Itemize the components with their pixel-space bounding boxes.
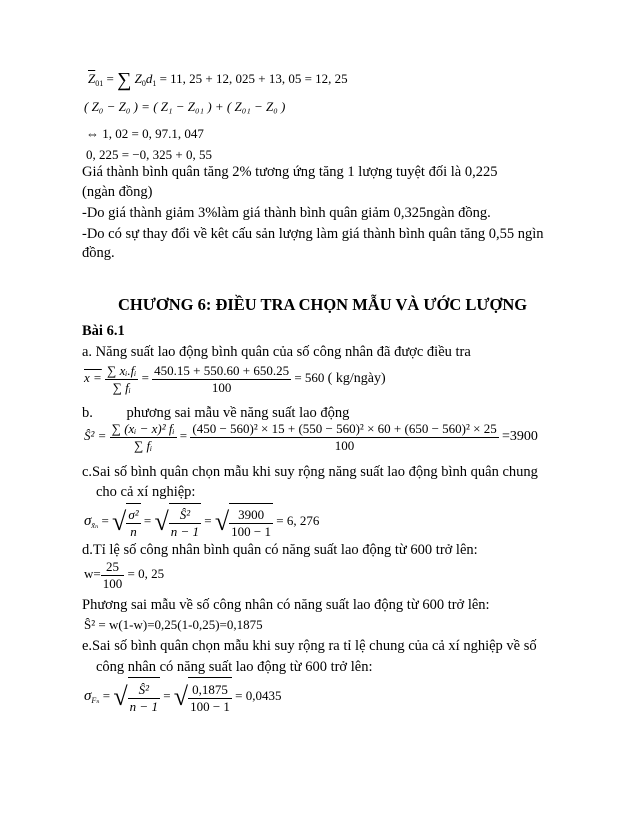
part-c-sigma-sub: x̄ₙ xyxy=(91,521,99,530)
part-e-root-1: √ $\frac{\text{Ŝ²}}{n - 1}$ xyxy=(113,676,160,718)
paragraph-price-decrease: -Do giá thành giảm 3%làm giá thành bình quân giảm 0,325ngàn đồng. xyxy=(82,205,491,221)
part-e-r2-den: 100 − 1 xyxy=(190,699,230,715)
paragraph-structure-line2: đồng. xyxy=(82,245,115,261)
eq1-d-sub: 1 xyxy=(152,79,157,88)
eq1-sum-term-sub: 0 xyxy=(141,79,146,88)
eq1-d: d xyxy=(145,71,153,86)
part-c-root-1: √ $\frac{\text{σ²}}{n}$ xyxy=(112,502,141,542)
part-d-den: 100 xyxy=(102,575,123,591)
part-a-fraction xyxy=(105,363,138,396)
part-e-result: = 0,0435 xyxy=(235,688,282,703)
part-c-sigma: σ xyxy=(84,513,92,529)
part-a-formula: x = $\frac{\text{∑ xᵢ.fᵢ}}{\text{∑ fᵢ}}$ = $\frac{450.15 + 550.60 + 650.25}{100}$ = 560 ( kg/ngày) xyxy=(84,362,386,395)
part-a-result: = 560 xyxy=(294,370,325,385)
part-a-calc-den: 100 xyxy=(211,379,232,395)
part-b-calc-den: 100 xyxy=(334,437,355,453)
part-d-text: d.Tỉ lệ số công nhân bình quân có năng suất lao động từ 600 trở lên: xyxy=(82,542,478,558)
part-c-r3-num: 3900 xyxy=(229,507,273,524)
eq1-rhs: = 11, 25 + 12, 025 + 13, 05 = 12, 25 xyxy=(159,71,348,86)
part-e-formula: $\sigma_{F_n}$ = √ $\frac{\text{Ŝ²}}{n - 1}$ = √ $\frac{0,1875}{100 - 1}$ = 0,0435 xyxy=(84,676,282,721)
part-b-result: =3900 xyxy=(501,429,538,444)
part-e-r2-num: 0,1875 xyxy=(188,682,232,699)
part-b-frac-den: ∑ fᵢ xyxy=(134,437,153,453)
equation-decomposition: ( Z₀ − Z₀ ) = ( Z₁ − Z₀₁ ) + ( Z₀₁ − Z₀ ) xyxy=(84,99,286,114)
part-b-lhs: Ŝ² = xyxy=(84,428,107,443)
part-e-r1-num: Ŝ² xyxy=(128,682,160,699)
part-e-root-2: √ $\frac{0,1875}{100 - 1}$ xyxy=(174,676,232,718)
part-c-root-3: √ $\frac{3900}{100 - 1}$ xyxy=(215,502,273,542)
part-e-sigma-sub: Fₙ xyxy=(91,696,100,705)
part-d-num: 25 xyxy=(101,559,125,576)
part-e-text-line1: e.Sai số bình quân chọn mẫu khi suy rộng ra tỉ lệ chung của cả xí nghiệp về số xyxy=(82,638,537,654)
part-a-frac-den: ∑ fᵢ xyxy=(112,379,131,395)
exercise-title: Bài 6.1 xyxy=(82,323,125,339)
part-c-r1-num: σ² xyxy=(128,507,139,523)
part-b-description: phương sai mẫu về năng suất lao động xyxy=(126,405,350,421)
part-d-lhs: w= xyxy=(84,566,101,581)
part-d-formula xyxy=(84,558,164,592)
paragraph-avg-cost-line2: (ngàn đồng) xyxy=(82,184,153,200)
paragraph-structure-line1: -Do có sự thay đổi về kêt cấu sản lượng làm giá thành bình quân tăng 0,55 ngìn xyxy=(82,226,544,242)
part-c-root-2: √ $\frac{\text{Ŝ²}}{n - 1}$ xyxy=(154,502,201,542)
eq1-lhs: $\overline{Z}$ xyxy=(88,71,96,86)
part-b-calc-fraction xyxy=(190,421,498,454)
part-d-variance-text: Phương sai mẫu về số công nhân có năng suất lao động từ 600 trở lên: xyxy=(82,597,490,613)
part-d-variance-eq: Ŝ² = w(1-w)=0,25(1-0,25)=0,1875 xyxy=(84,617,263,632)
part-e-text-line2: công nhân có năng suất lao động từ 600 trở lên: xyxy=(96,659,373,675)
equation-absolute: 0, 225 = −0, 325 + 0, 55 xyxy=(86,147,212,162)
part-e-sigma: σ xyxy=(84,688,92,704)
part-c-result: = 6, 276 xyxy=(276,513,320,528)
part-b-fraction xyxy=(110,421,177,454)
equation-index: ⇔ 1, 02 = 0, 97.1, 047 xyxy=(86,126,204,141)
part-c-r3-den: 100 − 1 xyxy=(231,524,272,540)
part-a-text: a. Năng suất lao động bình quân của số công nhân đã được điều tra xyxy=(82,344,471,360)
paragraph-avg-cost-line1: Giá thành bình quân tăng 2% tương ứng tăng 1 lượng tuyệt đối là 0,225 xyxy=(82,164,498,180)
part-d-result: = 0, 25 xyxy=(127,566,165,581)
part-a-unit: ( kg/ngày) xyxy=(327,371,386,386)
part-b-calc-num: (450 − 560)² × 15 + (550 − 560)² × 60 + (650 − 560)² × 25 xyxy=(192,420,497,436)
equation-z01: $\overline{Z}_{01}$ = ∑ $Z_0d_1 = 11$, 25 + 12, 025 + 13, 05 = 12, 25 xyxy=(88,69,348,91)
eq1-sum-term: Z xyxy=(134,71,142,86)
part-b-formula: Ŝ² = $\frac{\text{∑ (xᵢ − x)² fᵢ}}{\text{∑ fᵢ}}$ = $\frac{\text{(450 − 560)² × 15 + (550 − 560)² × 60 + (650 − 560)² × 25}}{100}$ =3900 xyxy=(84,420,538,453)
part-e-r1-den: n − 1 xyxy=(129,699,158,715)
part-c-r2-den: n − 1 xyxy=(170,524,200,540)
part-c-text-line2: cho cả xí nghiệp: xyxy=(96,484,196,500)
part-b-label: b. xyxy=(82,405,93,421)
chapter-title: CHƯƠNG 6: ĐIỀU TRA CHỌN MẪU VÀ ƯỚC LƯỢNG xyxy=(118,295,528,314)
part-a-lhs: x = xyxy=(84,370,102,385)
part-c-text-line1: c.Sai số bình quân chọn mẫu khi suy rộng năng suất lao động bình quân chung xyxy=(82,464,538,480)
part-a-frac-num: ∑ xᵢ.fᵢ xyxy=(107,362,137,378)
part-a-calc-fraction xyxy=(152,363,291,396)
part-c-r1-den: n xyxy=(130,524,137,540)
part-a-calc-num: 450.15 + 550.60 + 650.25 xyxy=(154,362,290,378)
part-c-formula: $\sigma_{x̄_n}$ = √ $\frac{\text{σ²}}{n}$ = √ $\frac{\text{Ŝ²}}{n - 1}$ = √ $\frac{3900}{100 - 1}$ = 6, 276 xyxy=(84,502,319,545)
part-b-frac-num: ∑ (xᵢ − x)² fᵢ xyxy=(111,420,175,436)
part-c-r2-num: Ŝ² xyxy=(169,507,201,524)
eq1-lhs-sub: 01 xyxy=(95,79,104,88)
part-d-fraction xyxy=(101,559,125,592)
